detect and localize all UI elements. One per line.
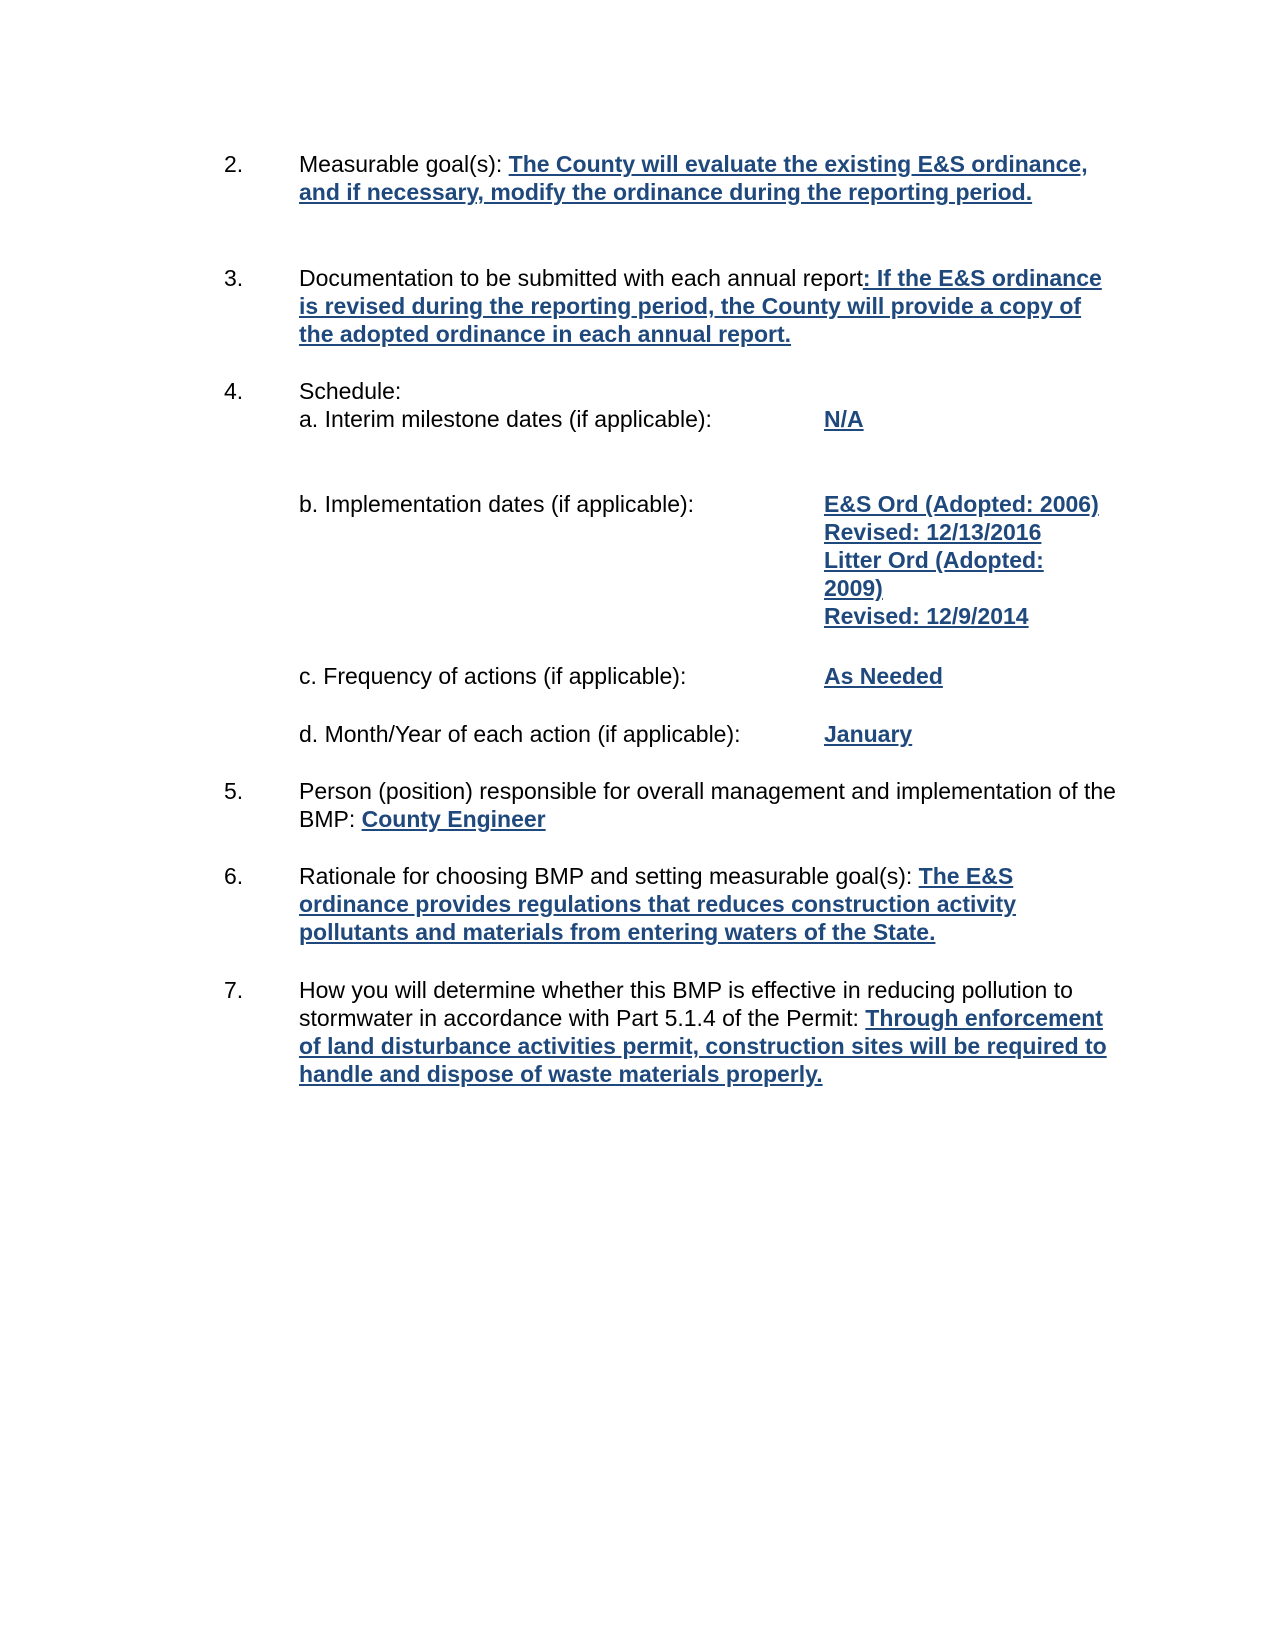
item-label: Documentation to be submitted with each annual report [299, 265, 863, 291]
item-answer: Through enforcement of land disturbance activities permit, construction sites will be required to handle and dispose of waste materials properly. [299, 1005, 1107, 1087]
schedule-value: January [824, 721, 913, 747]
item-number: 3. [224, 265, 244, 291]
item-label: Measurable goal(s): [299, 151, 509, 177]
schedule-value: N/A [824, 406, 864, 432]
schedule-label: d. Month/Year of each action (if applicable): [299, 721, 741, 747]
item-answer: The County will evaluate the existing E&S ordinance, and if necessary, modify the ordinance during the reporting period. [299, 151, 1088, 205]
schedule-label: b. Implementation dates (if applicable): [299, 491, 695, 517]
item-number: 5. [224, 778, 244, 804]
item-number: 6. [224, 863, 244, 889]
item-answer: : If the E&S ordinance is revised during the reporting period, the County will provide a copy of the adopted ordinance in each annual report. [299, 265, 1102, 347]
schedule-label: a. Interim milestone dates (if applicable): [299, 406, 712, 432]
item-body [299, 976, 1119, 1088]
item-label: Rationale for choosing BMP and setting measurable goal(s): [299, 863, 919, 889]
schedule-value-line: E&S Ord (Adopted: 2006) [824, 491, 1099, 517]
item-answer: County Engineer [361, 806, 546, 832]
item-number: 2. [224, 151, 244, 177]
item-body [299, 150, 1119, 206]
schedule-value-line: Revised: 12/13/2016 [824, 519, 1042, 545]
schedule-value-line: 2009) [824, 575, 883, 601]
item-body [299, 862, 1119, 946]
item-label: How you will determine whether this BMP is effective in reducing pollution to stormwater in accordance with Part 5.1.4 of the Permit: [299, 977, 1073, 1031]
schedule-value [824, 490, 1129, 630]
schedule-value-line: Revised: 12/9/2014 [824, 603, 1029, 629]
item-body [299, 777, 1119, 833]
item-number: 4. [224, 378, 244, 404]
schedule-value-line: Litter Ord (Adopted: [824, 547, 1044, 573]
item-label: Schedule: [299, 378, 402, 404]
schedule-label: c. Frequency of actions (if applicable): [299, 663, 687, 689]
schedule-value: As Needed [824, 663, 943, 689]
item-label: Person (position) responsible for overall management and implementation of the BMP: [299, 778, 1116, 832]
item-body [299, 264, 1119, 348]
item-answer: The E&S ordinance provides regulations that reduces construction activity pollutants and materials from entering waters of the State. [299, 863, 1016, 945]
item-number: 7. [224, 977, 244, 1003]
item-body [299, 377, 1119, 405]
